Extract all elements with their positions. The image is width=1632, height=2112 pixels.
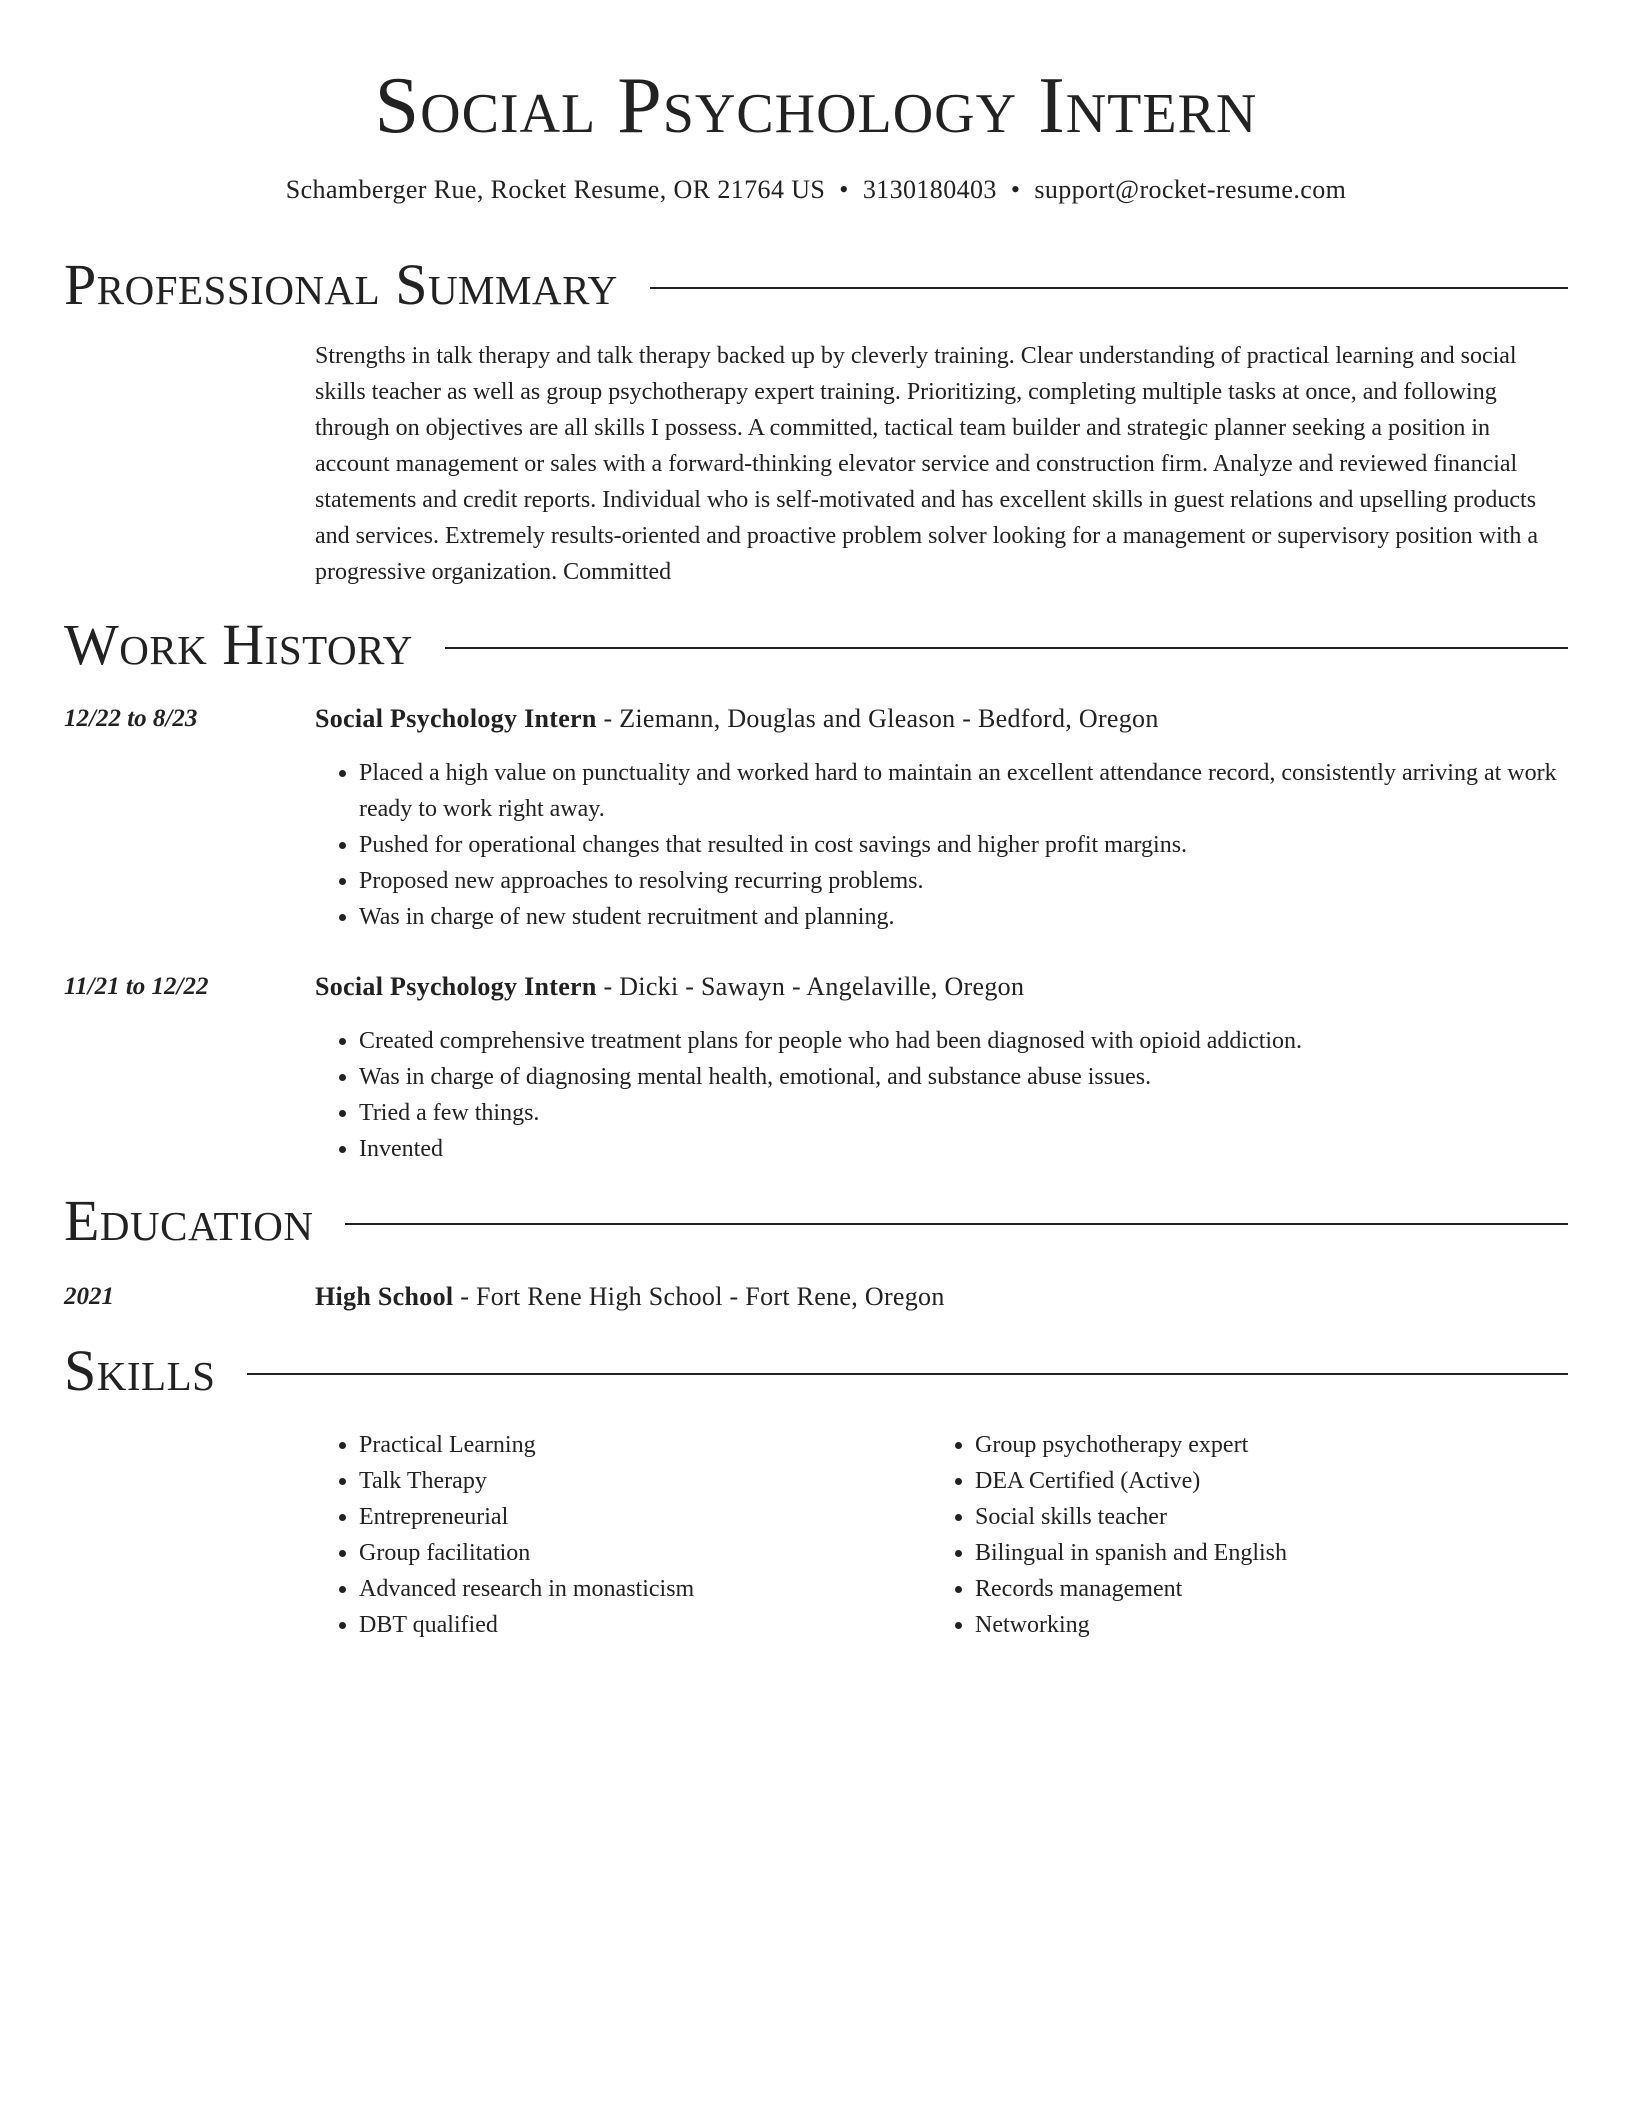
list-item: • Was in charge of new student recruitment and planning. <box>359 899 1568 935</box>
work-section-heading <box>64 610 1568 680</box>
summary-text: Strengths in talk therapy and talk therapy backed up by cleverly training. Clear understanding of practical learning and social skills teacher as well as group psychotherapy expert training. Prioritizing, completing multiple tasks at once, and following through on objectives are all skills I possess. A committed, tactical team builder and strategic planner seeking a position in account management or sales with a forward-thinking elevator service and construction firm. Analyze and reviewed financial statements and credit reports. Individual who is self-motivated and has excellent skills in guest relations and upselling products and services. Extremely results-oriented and proactive problem solver looking for a management or supervisory position with a progressive organization. Committed <box>315 343 1538 585</box>
section-divider <box>345 1223 1568 1225</box>
skill-item: • Group psychotherapy expert <box>975 1427 1575 1463</box>
resume-name: Social Psychology Intern <box>374 62 1258 150</box>
list-item: • Was in charge of diagnosing mental health, emotional, and substance abuse issues. <box>359 1059 1568 1095</box>
education-degree: High School <box>315 1282 454 1311</box>
section-divider <box>247 1373 1568 1375</box>
list-item: • Pushed for operational changes that resulted in cost savings and higher profit margins. <box>359 827 1568 863</box>
skill-item: • Social skills teacher <box>975 1499 1575 1535</box>
contact-address: Schamberger Rue, Rocket Resume, OR 21764 US <box>285 175 826 204</box>
list-item: • Proposed new approaches to resolving recurring problems. <box>359 863 1568 899</box>
section-divider <box>445 647 1568 649</box>
skill-item: • Records management <box>975 1571 1575 1607</box>
skill-item: • Practical Learning <box>359 1427 919 1463</box>
list-item: • Placed a high value on punctuality and worked hard to maintain an excellent attendance record, consistently arriving at work ready to work right away. <box>359 755 1568 827</box>
job-title: Social Psychology Intern <box>315 972 597 1001</box>
skills-heading: Skills <box>64 1338 216 1403</box>
contact-separator: • <box>1010 175 1021 204</box>
skills-section-heading <box>64 1336 1568 1406</box>
summary-section-heading <box>64 250 1568 320</box>
job-bullets <box>315 755 1568 935</box>
job-employer: - Dicki - Sawayn - Angelaville, Oregon <box>596 972 1025 1001</box>
skills-list-right <box>931 1427 1575 1643</box>
education-school: - Fort Rene High School - Fort Rene, Oregon <box>453 1282 945 1311</box>
section-divider <box>650 287 1568 289</box>
work-heading: Work History <box>64 612 413 677</box>
skill-item: • Bilingual in spanish and English <box>975 1535 1575 1571</box>
summary-heading: Professional Summary <box>64 252 618 317</box>
education-year: 2021 <box>64 1283 114 1310</box>
skill-item: • Talk Therapy <box>359 1463 919 1499</box>
skill-item: • Advanced research in monasticism <box>359 1571 919 1607</box>
job-heading <box>315 701 1159 737</box>
education-heading: Education <box>64 1188 314 1253</box>
education-section-heading <box>64 1186 1568 1256</box>
job-bullets <box>315 1023 1568 1167</box>
list-item: • Invented <box>359 1131 1568 1167</box>
contact-email: support@rocket-resume.com <box>1034 175 1347 204</box>
skill-item: • DBT qualified <box>359 1607 919 1643</box>
contact-phone: 3130180403 <box>862 175 997 204</box>
job-dates: 11/21 to 12/22 <box>64 973 209 1000</box>
skill-item: • Group facilitation <box>359 1535 919 1571</box>
education-entry <box>315 1279 945 1315</box>
skill-item: • Entrepreneurial <box>359 1499 919 1535</box>
job-dates: 12/22 to 8/23 <box>64 705 198 732</box>
job-heading <box>315 969 1024 1005</box>
list-item: • Created comprehensive treatment plans for people who had been diagnosed with opioid addiction. <box>359 1023 1568 1059</box>
contact-line <box>0 172 1632 208</box>
skill-item: • DEA Certified (Active) <box>975 1463 1575 1499</box>
skills-list-left <box>315 1427 919 1643</box>
job-employer: - Ziemann, Douglas and Gleason - Bedford, Oregon <box>596 704 1159 733</box>
skill-item: • Networking <box>975 1607 1575 1643</box>
job-title: Social Psychology Intern <box>315 704 597 733</box>
list-item: • Tried a few things. <box>359 1095 1568 1131</box>
contact-separator: • <box>839 175 849 204</box>
